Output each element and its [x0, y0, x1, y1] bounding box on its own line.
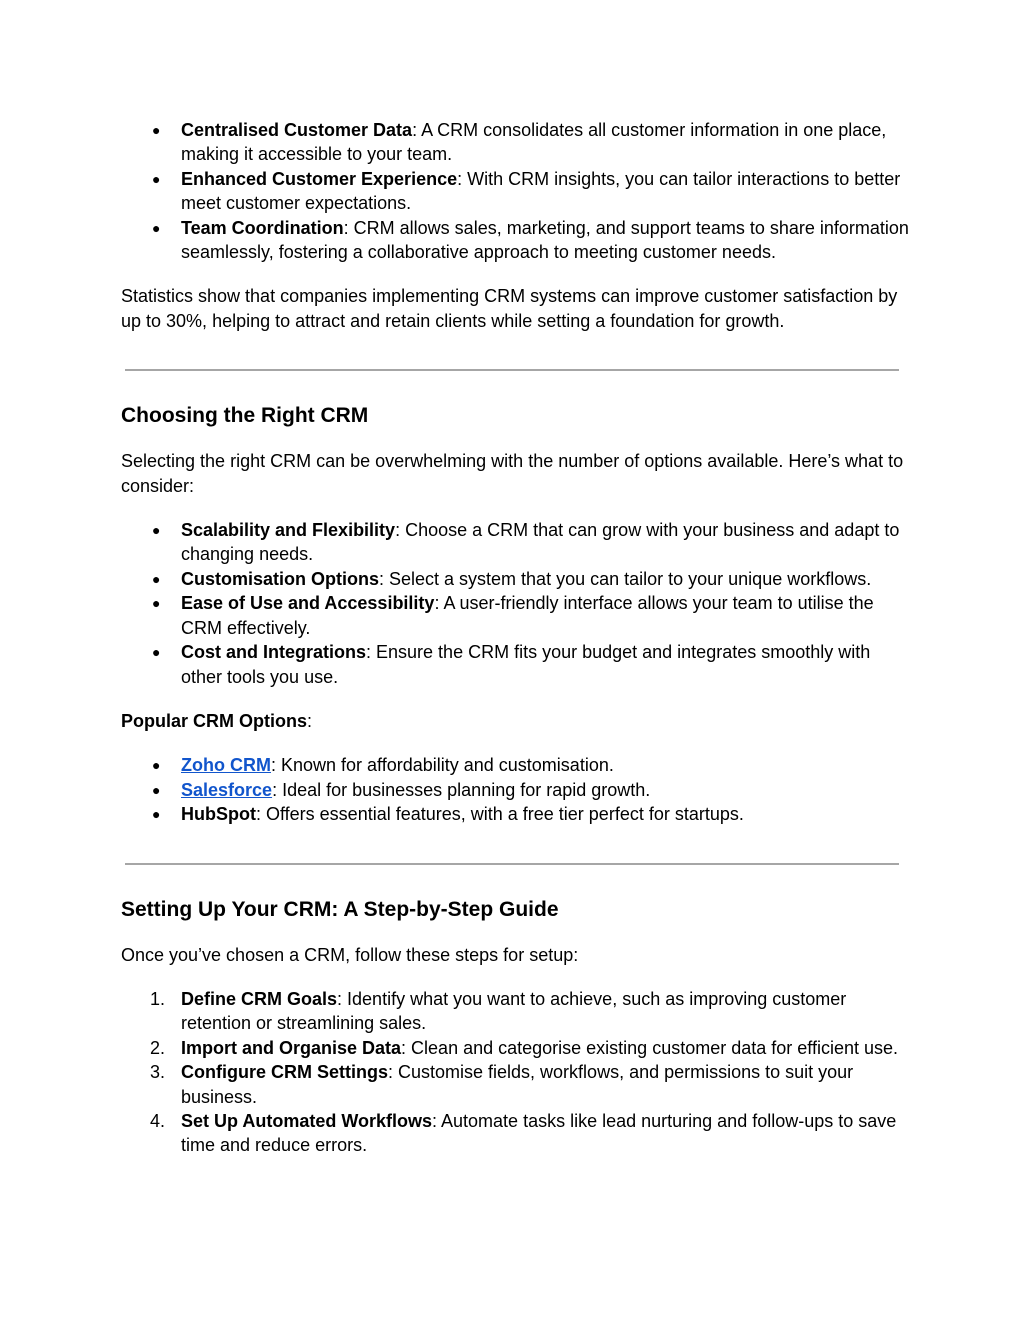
list-item: [121, 753, 911, 777]
list-item: [121, 802, 911, 826]
setup-steps-list: [121, 987, 911, 1158]
list-item: [121, 987, 911, 1036]
list-item: [121, 118, 911, 167]
benefit-term: Enhanced Customer Experience: [181, 168, 458, 189]
step-text: : Automate tasks like lead nurturing and follow-ups to save time and reduce errors.: [181, 1110, 897, 1156]
step-term: Configure CRM Settings: [181, 1062, 388, 1083]
bullet-icon: ●: [152, 806, 161, 823]
list-item: [121, 1060, 911, 1109]
stats-paragraph: Statistics show that companies implementing CRM systems can improve customer satisfaction by up to 30%, helping to attract and retain clients while setting a foundation for growth.: [121, 286, 898, 331]
bullet-icon: ●: [152, 781, 161, 798]
bullet-icon: ●: [152, 170, 161, 187]
bullet-icon: ●: [152, 122, 161, 138]
option-text: : Known for affordability and customisation.: [270, 755, 614, 776]
crm-options-list: [121, 753, 911, 826]
popular-label: Popular CRM Options: [121, 710, 307, 731]
popular-label-suffix: :: [307, 710, 313, 731]
step-term: Import and Organise Data: [181, 1037, 402, 1058]
benefit-text: : A CRM consolidates all customer information in one place, making it accessible to your team.: [181, 120, 887, 165]
criteria-list: [121, 518, 911, 689]
option-text: : Ideal for businesses planning for rapid growth.: [272, 779, 651, 800]
step-text: : Customise fields, workflows, and permissions to suit your business.: [181, 1062, 854, 1107]
criteria-text: : Select a system that you can tailor to your unique workflows.: [379, 568, 872, 589]
salesforce-link[interactable]: Salesforce: [181, 779, 273, 800]
step-number: 3.: [150, 1062, 166, 1083]
criteria-term: Scalability and Flexibility: [181, 520, 396, 541]
list-item: [121, 518, 911, 567]
benefit-term: Team Coordination: [181, 217, 344, 238]
section-heading-setup: Setting Up Your CRM: A Step-by-Step Guide: [121, 897, 559, 921]
list-item: [121, 1109, 911, 1158]
step-term: Set Up Automated Workflows: [181, 1110, 433, 1131]
bullet-icon: ●: [152, 570, 161, 587]
step-number: 4.: [150, 1110, 166, 1131]
bullet-icon: ●: [152, 644, 161, 661]
criteria-text: : A user-friendly interface allows your team to utilise the CRM effectively.: [181, 593, 874, 638]
list-item: [121, 567, 911, 591]
criteria-term: Ease of Use and Accessibility: [181, 593, 435, 614]
setup-intro: Once you’ve chosen a CRM, follow these steps for setup:: [121, 944, 579, 965]
benefit-text: : With CRM insights, you can tailor interactions to better meet customer expectations.: [181, 168, 901, 214]
list-item: [121, 1036, 911, 1060]
list-item: [121, 778, 911, 802]
step-text: : Identify what you want to achieve, such as improving customer retention or streamlining sales.: [181, 988, 847, 1034]
bullet-icon: ●: [152, 595, 161, 612]
list-item: [121, 167, 911, 216]
option-text: : Offers essential features, with a free tier perfect for startups.: [255, 804, 744, 825]
document-content: [121, 118, 911, 1158]
criteria-text: : Ensure the CRM fits your budget and integrates smoothly with other tools you use.: [181, 642, 871, 687]
step-term: Define CRM Goals: [181, 988, 338, 1009]
option-term: HubSpot: [181, 804, 256, 825]
benefit-term: Centralised Customer Data: [181, 120, 413, 140]
bullet-icon: ●: [152, 219, 161, 236]
step-number: 1.: [150, 988, 166, 1009]
list-item: [121, 216, 911, 265]
criteria-text: : Choose a CRM that can grow with your business and adapt to changing needs.: [181, 520, 900, 565]
bullet-icon: ●: [152, 757, 161, 774]
criteria-term: Cost and Integrations: [181, 642, 367, 663]
step-text: : Clean and categorise existing customer data for efficient use.: [401, 1037, 898, 1058]
choosing-intro: Selecting the right CRM can be overwhelming with the number of options available. Here’s what to consider:: [121, 451, 904, 496]
section-heading-choosing: Choosing the Right CRM: [121, 404, 369, 428]
zoho-crm-link[interactable]: Zoho CRM: [181, 755, 271, 776]
list-item: [121, 640, 911, 689]
benefit-text: : CRM allows sales, marketing, and support teams to share information seamlessly, fostering a collaborative approach to meeting customer needs.: [181, 217, 909, 263]
list-item: [121, 591, 911, 640]
criteria-term: Customisation Options: [181, 568, 379, 589]
benefits-list: [121, 118, 911, 264]
bullet-icon: ●: [152, 522, 161, 539]
step-number: 2.: [150, 1037, 166, 1058]
popular-label-line: [121, 709, 911, 733]
